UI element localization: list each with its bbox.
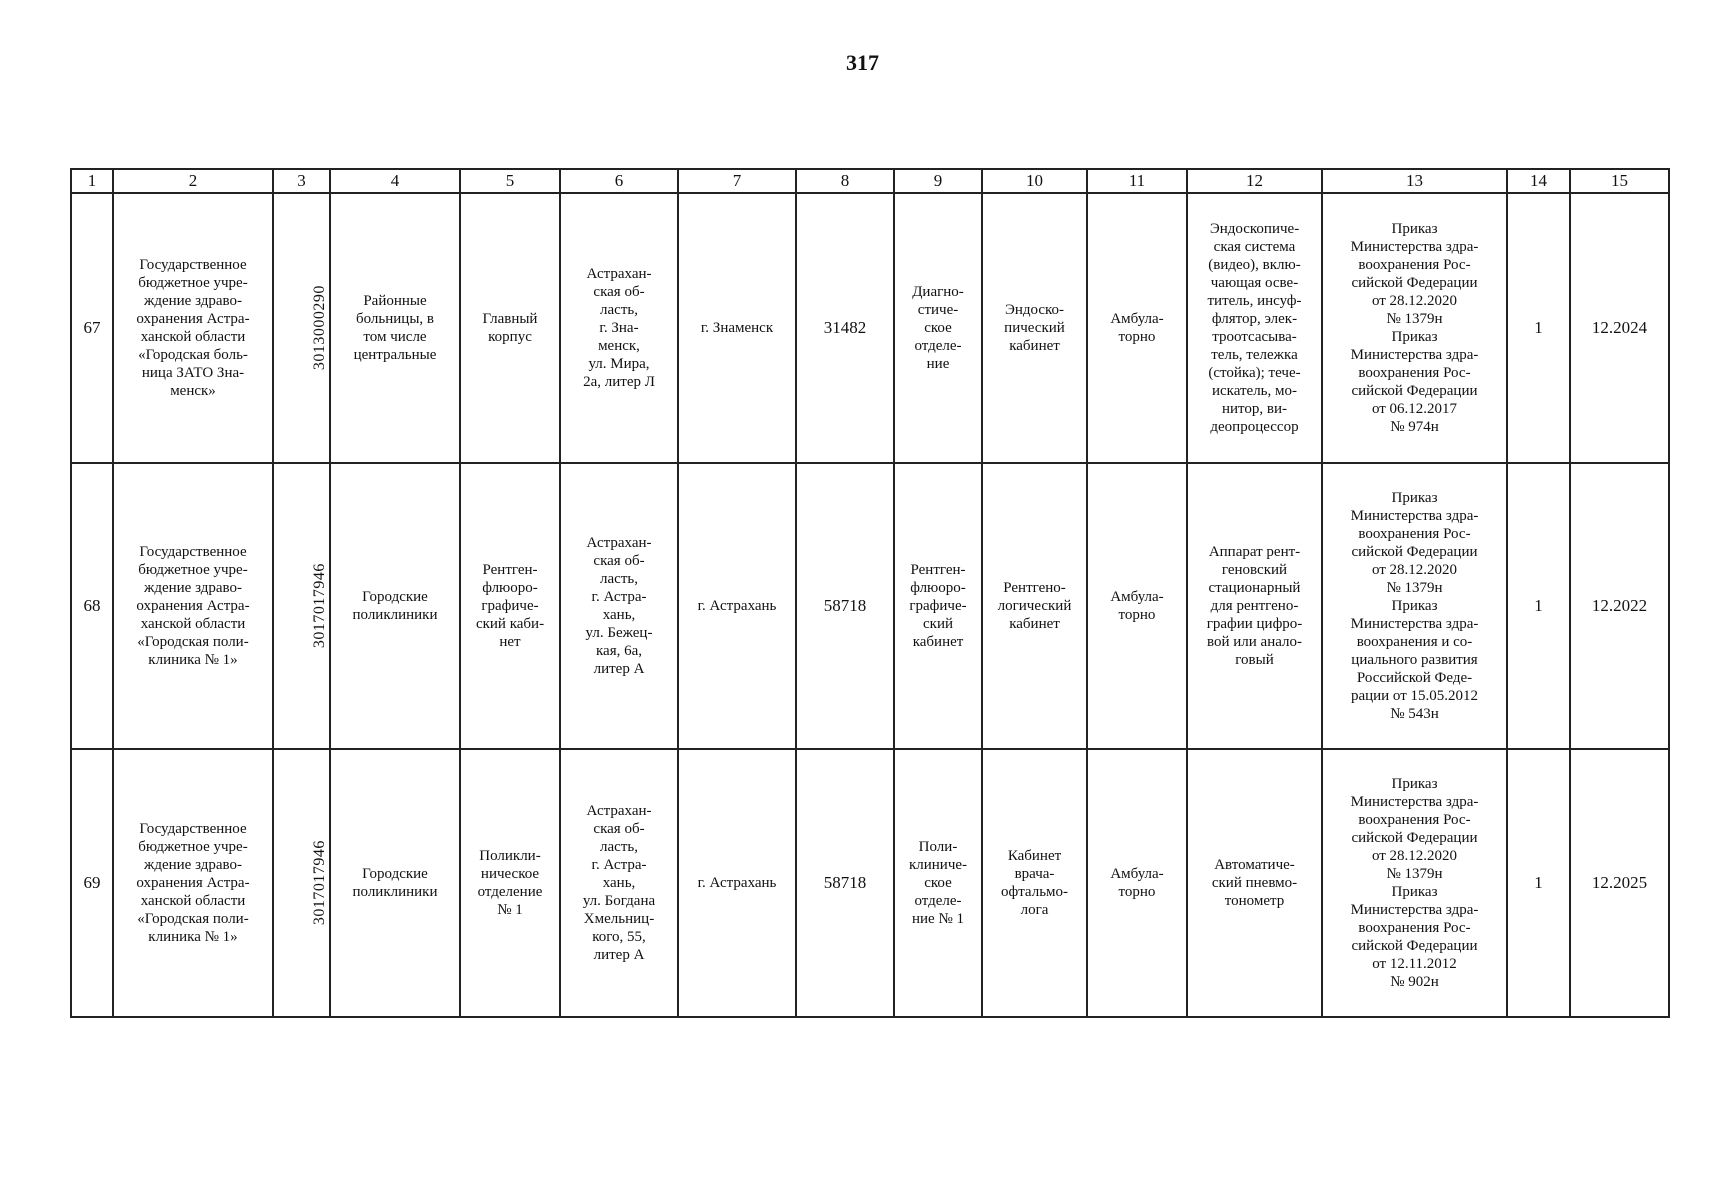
column-header: 11: [1087, 169, 1187, 193]
date: 12.2022: [1570, 463, 1669, 749]
column-header: 6: [560, 169, 678, 193]
regulation: Приказ Министерства здра- воохранения Рос- сийской Федерации от 28.12.2020 № 1379н Приказ Министерства здра- воохранения Рос- сийской Федерации от 06.12.2017 № 974н: [1322, 193, 1507, 463]
row-number: 68: [71, 463, 113, 749]
column-header: 14: [1507, 169, 1570, 193]
care-mode: Амбула- торно: [1087, 193, 1187, 463]
table-row: [71, 749, 1669, 1017]
inn-cell: [273, 749, 330, 1017]
date: 12.2025: [1570, 749, 1669, 1017]
code: 58718: [796, 463, 894, 749]
date: 12.2024: [1570, 193, 1669, 463]
building: Главный корпус: [460, 193, 560, 463]
cabinet: Рентгено- логический кабинет: [982, 463, 1087, 749]
column-header: 12: [1187, 169, 1322, 193]
quantity: 1: [1507, 193, 1570, 463]
quantity: 1: [1507, 463, 1570, 749]
cabinet: Эндоско- пический кабинет: [982, 193, 1087, 463]
code: 31482: [796, 193, 894, 463]
equipment: Автоматиче- ский пневмо- тонометр: [1187, 749, 1322, 1017]
department: Рентген- флюоро- графиче- ский кабинет: [894, 463, 982, 749]
column-header: 3: [273, 169, 330, 193]
city: г. Знаменск: [678, 193, 796, 463]
column-header: 15: [1570, 169, 1669, 193]
registry-table: [70, 168, 1670, 1018]
column-header: 1: [71, 169, 113, 193]
row-number: 69: [71, 749, 113, 1017]
building: Поликли- ническое отделение № 1: [460, 749, 560, 1017]
code: 58718: [796, 749, 894, 1017]
care-mode: Амбула- торно: [1087, 463, 1187, 749]
column-header: 13: [1322, 169, 1507, 193]
organization-name: Государственное бюджетное учре- ждение здраво- охранения Астра- ханской области «Городская поли- клиника № 1»: [113, 463, 273, 749]
column-header: 10: [982, 169, 1087, 193]
column-header: 9: [894, 169, 982, 193]
row-number: 67: [71, 193, 113, 463]
column-header: 5: [460, 169, 560, 193]
facility-type: Городские поликлиники: [330, 463, 460, 749]
department: Диагно- стиче- ское отделе- ние: [894, 193, 982, 463]
table-row: [71, 193, 1669, 463]
building: Рентген- флюоро- графиче- ский каби- нет: [460, 463, 560, 749]
care-mode: Амбула- торно: [1087, 749, 1187, 1017]
inn-cell: [273, 463, 330, 749]
equipment: Эндоскопиче- ская система (видео), вклю- чающая осве- титель, инсуф- флятор, элек- троотсасыва- тель, тележка (стойка); тече- искатель, мо- нитор, ви- деопроцессор: [1187, 193, 1322, 463]
regulation: Приказ Министерства здра- воохранения Рос- сийской Федерации от 28.12.2020 № 1379н Приказ Министерства здра- воохранения Рос- сийской Федерации от 12.11.2012 № 902н: [1322, 749, 1507, 1017]
cabinet: Кабинет врача- офтальмо- лога: [982, 749, 1087, 1017]
organization-name: Государственное бюджетное учре- ждение здраво- охранения Астра- ханской области «Городская поли- клиника № 1»: [113, 749, 273, 1017]
city: г. Астрахань: [678, 463, 796, 749]
inn-code: 3017017946: [310, 840, 328, 926]
inn-cell: [273, 193, 330, 463]
quantity: 1: [1507, 749, 1570, 1017]
column-header: 2: [113, 169, 273, 193]
address: Астрахан- ская об- ласть, г. Астра- хань, ул. Бежец- кая, 6а, литер А: [560, 463, 678, 749]
regulation: Приказ Министерства здра- воохранения Рос- сийской Федерации от 28.12.2020 № 1379н Приказ Министерства здра- воохранения и со- циального развития Российской Феде- рации от 15.05.2012 № 543н: [1322, 463, 1507, 749]
column-header: 8: [796, 169, 894, 193]
column-header: 7: [678, 169, 796, 193]
page-number: 317: [846, 50, 879, 75]
facility-type: Районные больницы, в том числе центральные: [330, 193, 460, 463]
inn-code: 3013000290: [310, 285, 328, 371]
equipment: Аппарат рент- геновский стационарный для рентгено- графии цифро- вой или анало- говый: [1187, 463, 1322, 749]
column-header: 4: [330, 169, 460, 193]
inn-code: 3017017946: [310, 563, 328, 649]
address: Астрахан- ская об- ласть, г. Астра- хань, ул. Богдана Хмельниц- кого, 55, литер А: [560, 749, 678, 1017]
city: г. Астрахань: [678, 749, 796, 1017]
table-row: [71, 463, 1669, 749]
department: Поли- клиниче- ское отделе- ние № 1: [894, 749, 982, 1017]
address: Астрахан- ская об- ласть, г. Зна- менск, ул. Мира, 2а, литер Л: [560, 193, 678, 463]
header-row: [71, 169, 1669, 193]
organization-name: Государственное бюджетное учре- ждение здраво- охранения Астра- ханской области «Городская боль- ница ЗАТО Зна- менск»: [113, 193, 273, 463]
facility-type: Городские поликлиники: [330, 749, 460, 1017]
